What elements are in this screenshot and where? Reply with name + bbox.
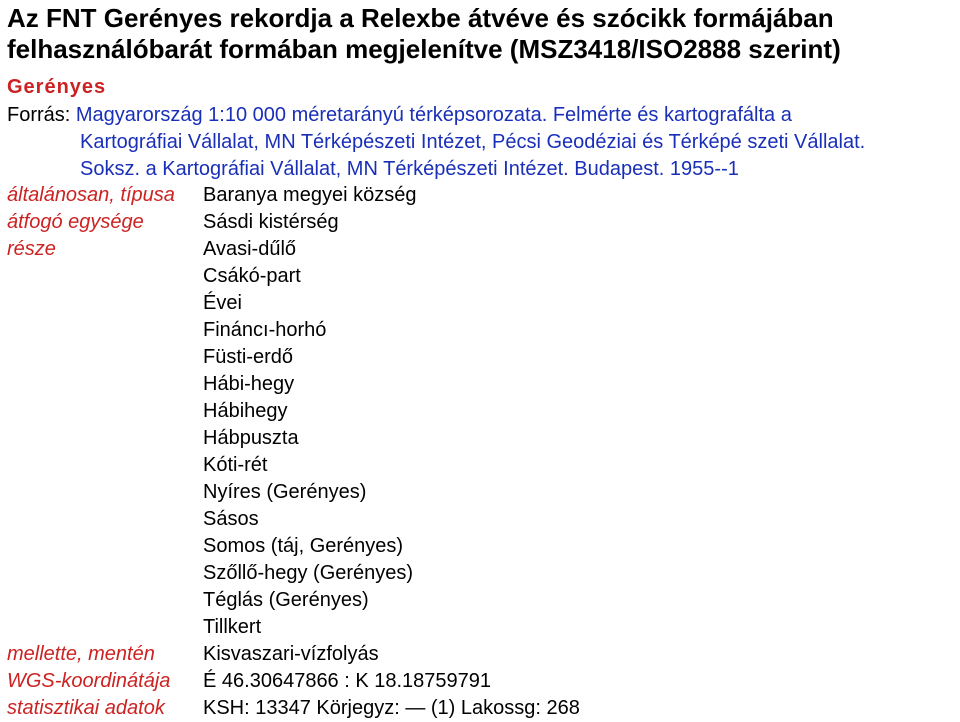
parts-key: része bbox=[7, 238, 56, 260]
subject-name: Gerényes bbox=[7, 76, 107, 98]
along-value: Kisvaszari-vízfolyás bbox=[203, 643, 379, 665]
type-value: Baranya megyei község bbox=[203, 184, 417, 206]
title-line-2: felhasználóbarát formában megjelenítve (MSZ3418/ISO2888 szerint) bbox=[7, 34, 841, 64]
part-item: Hábihegy bbox=[203, 400, 288, 422]
part-item: Avasi-dűlő bbox=[203, 238, 297, 260]
source-line-1 bbox=[7, 102, 947, 129]
part-item: Sásos bbox=[203, 508, 259, 530]
part-item: Tillkert bbox=[203, 616, 262, 638]
part-item: Hábpuszta bbox=[203, 427, 299, 449]
source-text-1: Magyarország 1:10 000 méretarányú térképsorozata. Felmérte és kartografálta a bbox=[70, 104, 792, 126]
part-item: Nyíres (Gerényes) bbox=[203, 481, 367, 503]
part-item: Téglás (Gerényes) bbox=[203, 589, 369, 611]
title-line-1: Az FNT Gerényes rekordja a Relexbe átvéve és szócikk formájában bbox=[7, 3, 834, 33]
along-key: mellette, mentén bbox=[7, 643, 155, 665]
stat-value: KSH: 13347 Körjegyz: — (1) Lakossg: 268 bbox=[203, 697, 580, 719]
part-item: Fináncı-horhó bbox=[203, 319, 327, 341]
page-title bbox=[7, 3, 841, 65]
parent-key: átfogó egysége bbox=[7, 211, 144, 233]
source-block bbox=[7, 102, 947, 183]
part-item: Évei bbox=[203, 292, 242, 314]
part-item: Somos (táj, Gerényes) bbox=[203, 535, 404, 557]
stat-key: statisztikai adatok bbox=[7, 697, 165, 719]
part-item: Szőllő-hegy (Gerényes) bbox=[203, 562, 414, 584]
parent-value: Sásdi kistérség bbox=[203, 211, 339, 233]
part-item: Csákó-part bbox=[203, 265, 301, 287]
wgs-value: É 46.30647866 : K 18.18759791 bbox=[203, 670, 492, 692]
part-item: Füsti-erdő bbox=[203, 346, 294, 368]
wgs-key: WGS-koordinátája bbox=[7, 670, 171, 692]
source-line-3: Soksz. a Kartográfiai Vállalat, MN Térképészeti Intézet. Budapest. 1955--1 bbox=[80, 158, 739, 180]
type-key: általánosan, típusa bbox=[7, 184, 175, 206]
part-item: Hábi-hegy bbox=[203, 373, 295, 395]
part-item: Kóti-rét bbox=[203, 454, 268, 476]
source-label: Forrás: bbox=[7, 104, 71, 126]
source-line-2: Kartográfiai Vállalat, MN Térképészeti Intézet, Pécsi Geodéziai és Térképé szeti Vállalat. bbox=[80, 131, 866, 153]
